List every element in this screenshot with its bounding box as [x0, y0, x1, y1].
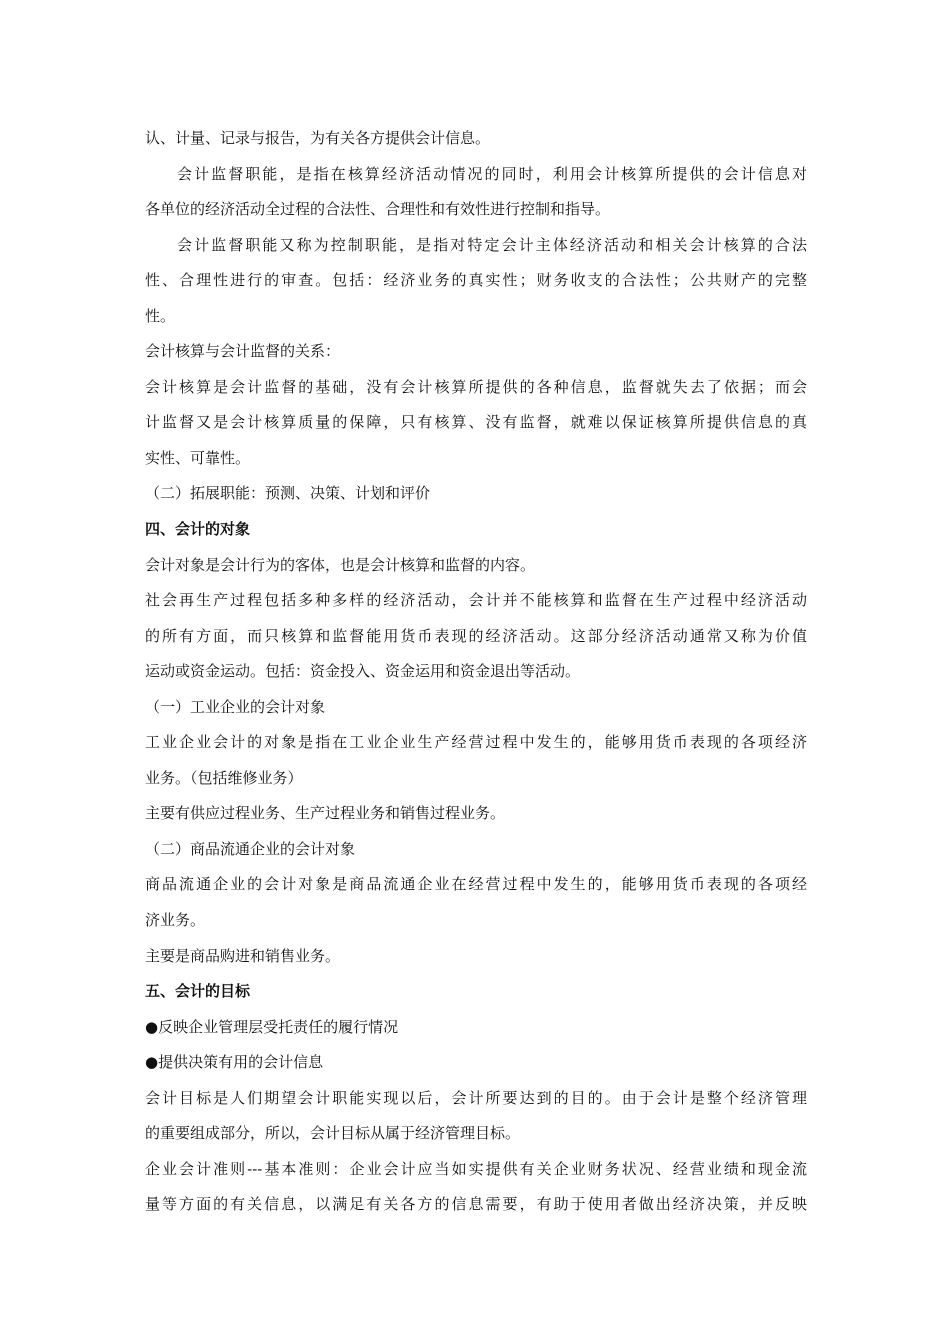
text-line: 企业会计准则---基本准则：企业会计应当如实提供有关企业财务状况、经营业绩和现金流 [145, 1159, 807, 1178]
section-heading: 四、会计的对象 [145, 520, 251, 539]
text-line: 业务。（包括维修业务） [145, 768, 303, 787]
document-body [145, 128, 807, 1230]
text-line: 性。 [145, 306, 176, 325]
subsection-heading: （一）工业企业的会计对象 [145, 697, 326, 716]
text-line: 的重要组成部分，所以，会计目标从属于经济管理目标。 [145, 1124, 521, 1143]
text-line: 会计目标是人们期望会计职能实现以后，会计所要达到的目的。由于会计是整个经济管理 [145, 1088, 807, 1107]
subsection-heading: （二）拓展职能：预测、决策、计划和评价 [145, 484, 431, 503]
text-line: 量等方面的有关信息，以满足有关各方的信息需要，有助于使用者做出经济决策，并反映 [145, 1195, 807, 1214]
text-line: 会计监督职能又称为控制职能，是指对特定会计主体经济活动和相关会计核算的合法 [177, 235, 807, 254]
text-line: 认、计量、记录与报告，为有关各方提供会计信息。 [145, 129, 491, 147]
text-line: 会计监督职能，是指在核算经济活动情况的同时，利用会计核算所提供的会计信息对 [177, 164, 807, 183]
subsection-heading: （二）商品流通企业的会计对象 [145, 839, 356, 858]
text-line: 济业务。 [145, 911, 206, 930]
text-line: 主要是商品购进和销售业务。 [145, 946, 341, 965]
text-line: 会计核算与会计监督的关系： [145, 342, 341, 361]
text-line: 各单位的经济活动全过程的合法性、合理性和有效性进行控制和指导。 [145, 200, 611, 219]
text-line: 性、合理性进行的审查。包括：经济业务的真实性；财务收支的合法性；公共财产的完整 [145, 271, 807, 290]
bullet-item: ●提供决策有用的会计信息 [145, 1053, 324, 1072]
text-line: 主要有供应过程业务、生产过程业务和销售过程业务。 [145, 804, 506, 823]
text-line: 计监督又是会计核算质量的保障，只有核算、没有监督，就难以保证核算所提供信息的真 [145, 413, 807, 432]
section-heading: 五、会计的目标 [145, 982, 251, 1001]
text-line: 会计对象是会计行为的客体，也是会计核算和监督的内容。 [145, 555, 536, 574]
text-line: 运动或资金运动。包括：资金投入、资金运用和资金退出等活动。 [145, 662, 581, 681]
text-line: 社会再生产过程包括多种多样的经济活动，会计并不能核算和监督在生产过程中经济活动 [145, 591, 807, 610]
text-line: 商品流通企业的会计对象是商品流通企业在经营过程中发生的，能够用货币表现的各项经 [145, 875, 807, 894]
text-line: 实性、可靠性。 [145, 448, 251, 467]
bullet-item: ●反映企业管理层受托责任的履行情况 [145, 1017, 399, 1036]
text-line: 工业企业会计的对象是指在工业企业生产经营过程中发生的，能够用货币表现的各项经济 [145, 733, 807, 752]
text-line: 的所有方面，而只核算和监督能用货币表现的经济活动。这部分经济活动通常又称为价值 [145, 626, 807, 645]
text-line: 会计核算是会计监督的基础，没有会计核算所提供的各种信息，监督就失去了依据；而会 [145, 377, 807, 396]
